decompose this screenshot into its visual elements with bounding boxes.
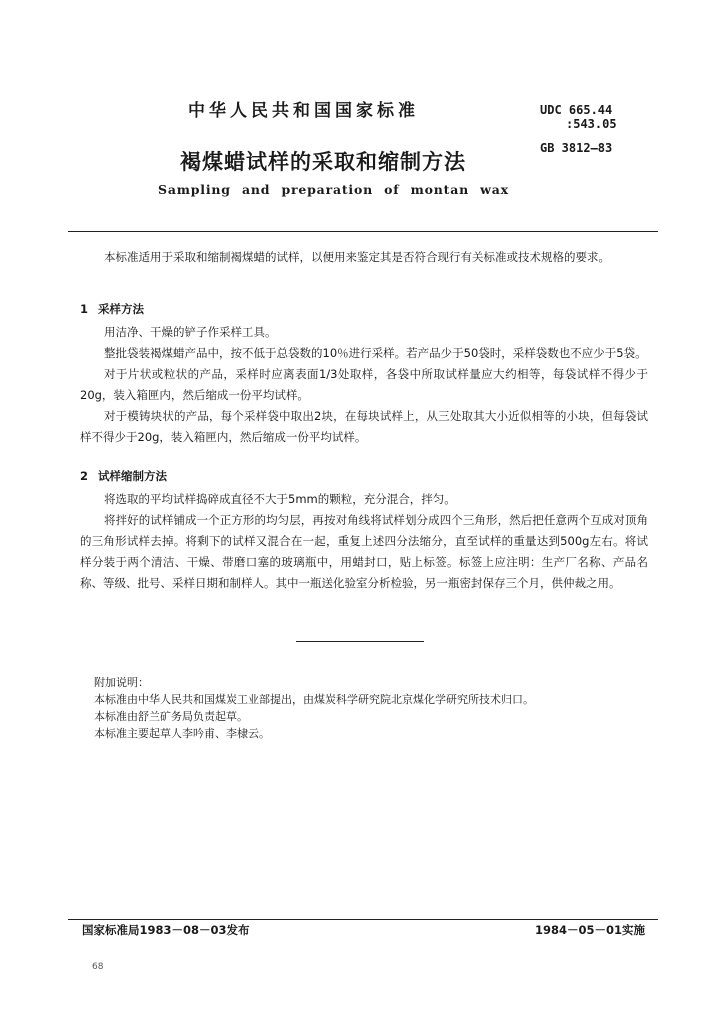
section-number: 2 [80, 469, 89, 483]
notes-line: 本标准由舒兰矿务局负责起草。 [94, 710, 248, 723]
section-2-body [80, 489, 648, 594]
section-number: 1 [80, 302, 89, 316]
section-title: 试样缩制方法 [98, 469, 168, 483]
top-divider [68, 231, 658, 232]
section-1-heading [80, 301, 144, 317]
notes-heading: 附加说明： [94, 676, 149, 689]
effective-date: 1984－05－01实施 [535, 923, 646, 937]
section-title: 采样方法 [98, 302, 145, 316]
gb-code: GB 3812—83 [540, 141, 613, 155]
document-title-english: Sampling and preparation of montan wax [158, 182, 509, 197]
paragraph: 对于片状或粒状的产品，采样时应离表面1/3处取样，各袋中所取试样量应大约相等，每袋试样不得少于20g，装入箱匣内，然后缩成一份平均试样。 [80, 367, 648, 402]
country-standard-heading: 中华人民共和国国家标准 [188, 101, 419, 121]
intro-text: 本标准适用于采取和缩制褐煤蜡的试样，以便用来鉴定其是否符合现行有关标准或技术规格的要求。 [104, 250, 610, 264]
section-1-body [80, 322, 648, 448]
notes-divider [296, 641, 424, 642]
udc-line-2: :543.05 [566, 117, 617, 131]
paragraph: 将选取的平均试样捣碎成直径不大于5mm的颗粒，充分混合，拌匀。 [104, 492, 456, 506]
additional-notes [94, 674, 654, 742]
paragraph: 对于模铸块状的产品，每个采样袋中取出2块，在每块试样上，从三处取其大小近似相等的小块，但每袋试样不得少于20g，装入箱匣内，然后缩成一份平均试样。 [80, 409, 648, 444]
issue-date: 国家标准局1983－08－03发布 [82, 923, 250, 937]
bottom-divider [68, 919, 658, 920]
paragraph: 用洁净、干燥的铲子作采样工具。 [104, 325, 277, 339]
section-2-heading [80, 468, 167, 484]
udc-line-1: UDC 665.44 [540, 103, 613, 117]
paragraph: 整批袋装褐煤蜡产品中，按不低于总袋数的10％进行采样。若产品少于50袋时，采样袋数也不应少于5袋。 [104, 346, 647, 360]
intro-paragraph [80, 247, 648, 268]
document-title-chinese: 褐煤蜡试样的采取和缩制方法 [180, 150, 466, 174]
paragraph: 将拌好的试样铺成一个正方形的均匀层，再按对角线将试样划分成四个三角形，然后把任意两个互成对顶角的三角形试样去掉。将剩下的试样又混合在一起，重复上述四分法缩分，直至试样的重量达到500g左右。将试样分装于两个清洁、干燥、带磨口塞的玻璃瓶中，用蜡封口，贴上标签。标签上应注明：生产厂名称、产品名称、等级、批号、采样日期和制样人。其中一瓶送化验室分析检验，另一瓶密封保存三个月，供仲裁之用。 [80, 513, 648, 590]
notes-line: 本标准主要起草人李吟甫、李棣云。 [94, 727, 270, 740]
notes-line: 本标准由中华人民共和国煤炭工业部提出，由煤炭科学研究院北京煤化学研究所技术归口。 [94, 693, 534, 706]
udc-code [540, 103, 617, 131]
page-number: 68 [92, 962, 104, 972]
